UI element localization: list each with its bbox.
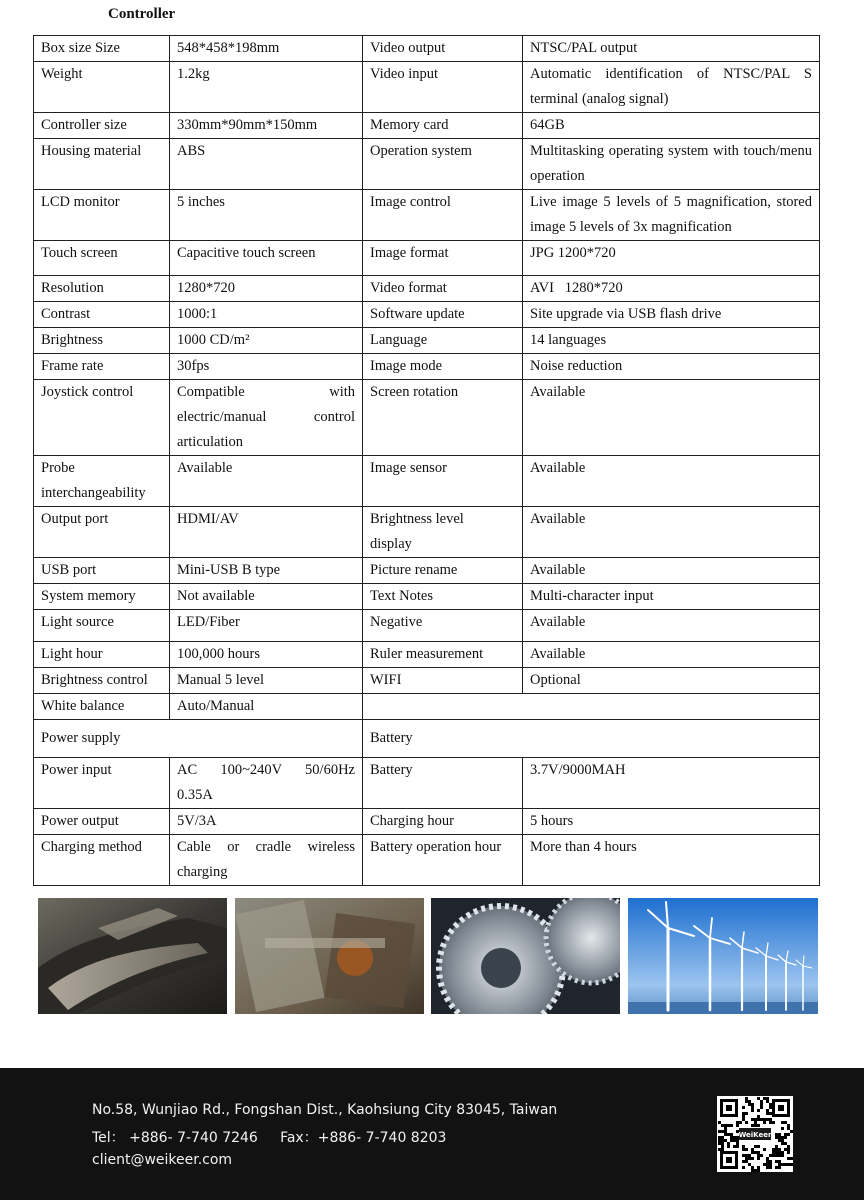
spec-label: Battery operation hour (363, 835, 523, 886)
spec-value: Automatic identification of NTSC/PAL S terminal (analog signal) (523, 62, 820, 113)
spec-value: LED/Fiber (170, 610, 363, 642)
spec-label: White balance (34, 694, 170, 720)
spec-value: Available (523, 380, 820, 456)
spec-label: Video output (363, 36, 523, 62)
spec-value: 1280*720 (170, 276, 363, 302)
spec-label: Brightness (34, 328, 170, 354)
spec-label: Controller size (34, 113, 170, 139)
footer-phone-fax: Tel： +886- 7-740 7246 Fax：+886- 7-740 8203 (92, 1130, 447, 1146)
spec-label: Image format (363, 241, 523, 276)
photo-damaged-blade (38, 898, 227, 1014)
photo-strip (38, 898, 818, 1014)
table-row (34, 190, 820, 241)
spec-value: Available (523, 456, 820, 507)
spec-label: Weight (34, 62, 170, 113)
spec-label: Box size Size (34, 36, 170, 62)
spec-value: 5V/3A (170, 809, 363, 835)
spec-value: Available (523, 558, 820, 584)
spec-label: Output port (34, 507, 170, 558)
spec-value: Available (523, 610, 820, 642)
spec-value: Optional (523, 668, 820, 694)
spec-value: NTSC/PAL output (523, 36, 820, 62)
footer (0, 1068, 864, 1200)
spec-label: Power output (34, 809, 170, 835)
table-row (34, 328, 820, 354)
spec-value: Compatible with electric/manual control articulation (170, 380, 363, 456)
table-row (34, 276, 820, 302)
spec-label: Battery (363, 758, 523, 809)
section-title: Controller (108, 6, 176, 22)
spec-value: 5 inches (170, 190, 363, 241)
spec-value: Multitasking operating system with touch/menu operation (523, 139, 820, 190)
spec-value: Not available (170, 584, 363, 610)
spec-value: Cable or cradle wireless charging (170, 835, 363, 886)
spec-value: More than 4 hours (523, 835, 820, 886)
group-header-battery: Battery (363, 720, 820, 758)
spec-label: Software update (363, 302, 523, 328)
spec-value: Mini-USB B type (170, 558, 363, 584)
qr-logo-text: WeiKeer (738, 1131, 772, 1139)
spec-label: Picture rename (363, 558, 523, 584)
table-row (34, 809, 820, 835)
spec-label: Charging hour (363, 809, 523, 835)
spec-label: Brightness control (34, 668, 170, 694)
spec-label: Housing material (34, 139, 170, 190)
table-row (34, 62, 820, 113)
table-row (34, 302, 820, 328)
table-row (34, 113, 820, 139)
spec-value: Available (523, 507, 820, 558)
table-row (34, 139, 820, 190)
spec-label: Language (363, 328, 523, 354)
spec-label: Image mode (363, 354, 523, 380)
spec-value: Available (170, 456, 363, 507)
spec-value: 1000 CD/m² (170, 328, 363, 354)
table-row (34, 241, 820, 276)
spec-value: 548*458*198mm (170, 36, 363, 62)
spec-value: Live image 5 levels of 5 magnification, stored image 5 levels of 3x magnification (523, 190, 820, 241)
table-row (34, 642, 820, 668)
spec-value: 30fps (170, 354, 363, 380)
spec-value: AC 100~240V 50/60Hz 0.35A (170, 758, 363, 809)
table-row (34, 456, 820, 507)
spec-label: Charging method (34, 835, 170, 886)
spec-value: 330mm*90mm*150mm (170, 113, 363, 139)
table-row (34, 36, 820, 62)
spec-table (33, 35, 820, 886)
table-row (34, 354, 820, 380)
photo-gears (431, 898, 620, 1014)
spec-label: Ruler measurement (363, 642, 523, 668)
table-row (34, 835, 820, 886)
spec-value: 3.7V/9000MAH (523, 758, 820, 809)
spec-label: Touch screen (34, 241, 170, 276)
empty-cell (363, 694, 820, 720)
spec-value: 1.2kg (170, 62, 363, 113)
spec-value: Auto/Manual (170, 694, 363, 720)
table-row (34, 558, 820, 584)
spec-label: Memory card (363, 113, 523, 139)
spec-value: Site upgrade via USB flash drive (523, 302, 820, 328)
spec-value: Available (523, 642, 820, 668)
spec-label: Negative (363, 610, 523, 642)
spec-value: Multi-character input (523, 584, 820, 610)
table-row (34, 694, 820, 720)
spec-value: ABS (170, 139, 363, 190)
spec-label: Video format (363, 276, 523, 302)
spec-value: 1000:1 (170, 302, 363, 328)
spec-label: Frame rate (34, 354, 170, 380)
spec-label: System memory (34, 584, 170, 610)
qr-code (717, 1096, 793, 1172)
spec-label: Joystick control (34, 380, 170, 456)
table-row (34, 758, 820, 809)
table-row (34, 668, 820, 694)
photo-rusty-machinery (235, 898, 424, 1014)
spec-value: 14 languages (523, 328, 820, 354)
spec-label: Video input (363, 62, 523, 113)
spec-label: Light source (34, 610, 170, 642)
footer-address: No.58, Wunjiao Rd., Fongshan Dist., Kaohsiung City 83045, Taiwan (92, 1102, 558, 1118)
spec-value: 64GB (523, 113, 820, 139)
spec-label: Probe interchangeability (34, 456, 170, 507)
spec-value: Capacitive touch screen (170, 241, 363, 276)
spec-label: Brightness level display (363, 507, 523, 558)
spec-label: Image control (363, 190, 523, 241)
spec-label: Resolution (34, 276, 170, 302)
spec-label: Screen rotation (363, 380, 523, 456)
table-row (34, 584, 820, 610)
spec-value: HDMI/AV (170, 507, 363, 558)
spec-value: Noise reduction (523, 354, 820, 380)
spec-value: AVI 1280*720 (523, 276, 820, 302)
spec-value: 5 hours (523, 809, 820, 835)
spec-value: JPG 1200*720 (523, 241, 820, 276)
table-row (34, 610, 820, 642)
spec-label: Image sensor (363, 456, 523, 507)
spec-label: Light hour (34, 642, 170, 668)
table-row (34, 507, 820, 558)
spec-label: Text Notes (363, 584, 523, 610)
spec-label: Power input (34, 758, 170, 809)
footer-email: client@weikeer.com (92, 1152, 233, 1168)
spec-label: USB port (34, 558, 170, 584)
spec-label: WIFI (363, 668, 523, 694)
spec-label: Operation system (363, 139, 523, 190)
group-header-power: Power supply (34, 720, 363, 758)
photo-wind-turbines (628, 898, 818, 1014)
table-row (34, 720, 820, 758)
spec-label: Contrast (34, 302, 170, 328)
spec-value: Manual 5 level (170, 668, 363, 694)
table-row (34, 380, 820, 456)
spec-label: LCD monitor (34, 190, 170, 241)
spec-value: 100,000 hours (170, 642, 363, 668)
